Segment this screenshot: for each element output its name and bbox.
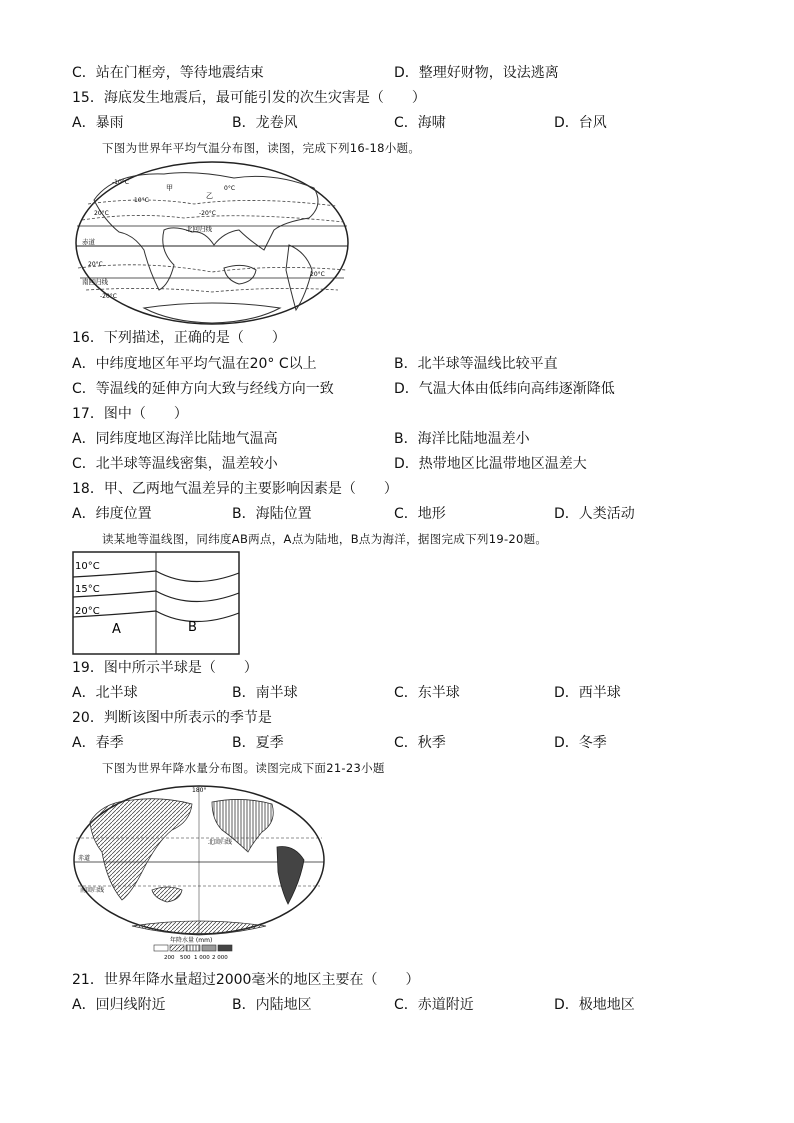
isotherm-label-8: -20°C (100, 293, 117, 300)
q19-option-b: B．南半球 (232, 685, 298, 701)
tropic-cancer-label: 北回归线 (186, 225, 212, 233)
q14-option-d: D．整理好财物，设法逃离 (394, 65, 559, 81)
q21-option-b: B．内陆地区 (232, 997, 312, 1013)
point-jia-label: 甲 (166, 184, 173, 192)
isotherm-10-label: 10°C (75, 561, 100, 572)
legend-swatch-4 (202, 945, 216, 951)
isotherm-label-2: 0°C (224, 185, 236, 192)
precip-tropic-cancer-label: 北回归线 (208, 839, 233, 846)
q15-stem: 15．海底发生地震后，最可能引发的次生灾害是（ ） (72, 90, 426, 106)
isotherm-diagram (72, 551, 240, 655)
precip-equator-label: 赤道 (78, 855, 91, 862)
q20-stem: 20．判断该图中所表示的季节是 (72, 710, 272, 726)
q18-option-b: B．海陆位置 (232, 506, 312, 522)
q20-option-a: A．春季 (72, 735, 124, 751)
q16-stem: 16．下列描述，正确的是（ ） (72, 330, 286, 346)
legend-swatch-1 (154, 945, 168, 951)
q17-option-b: B．海洋比陆地温差小 (394, 431, 530, 447)
isotherm-label-1: -10°C (112, 179, 129, 186)
isotherm-label-6: 20°C (88, 261, 103, 268)
q17-option-d: D．热带地区比温带地区温差大 (394, 456, 587, 472)
intro-16-18: 下图为世界年平均气温分布图，读图，完成下列16-18小题。 (102, 141, 421, 155)
q16-option-a: A．中纬度地区年平均气温在20° C以上 (72, 356, 317, 372)
legend-swatch-5 (218, 945, 232, 951)
q19-option-a: A．北半球 (72, 685, 138, 701)
q14-option-c: C．站在门框旁，等待地震结束 (72, 65, 264, 81)
legend-title: 年降水量 (mm) (170, 937, 213, 944)
precip-tropic-capricorn-label: 南回归线 (80, 887, 105, 894)
q18-option-d: D．人类活动 (554, 506, 635, 522)
q17-stem: 17．图中（ ） (72, 406, 188, 422)
q15-option-a: A．暴雨 (72, 115, 124, 131)
q15-option-b: B．龙卷风 (232, 115, 298, 131)
isotherm-label-4: 20°C (94, 210, 109, 217)
q15-option-d: D．台风 (554, 115, 607, 131)
legend-value-500: 500 (180, 955, 191, 961)
isotherm-label-3: 10°C (134, 197, 149, 204)
q19-option-d: D．西半球 (554, 685, 621, 701)
q21-option-d: D．极地地区 (554, 997, 635, 1013)
intro-21-23: 下图为世界年降水量分布图。读图完成下面21-23小题 (102, 761, 385, 775)
meridian-180-label: 180° (192, 787, 207, 794)
q17-option-a: A．同纬度地区海洋比陆地气温高 (72, 431, 278, 447)
isotherm-20-label: 20°C (75, 606, 100, 617)
legend-swatch-3 (186, 945, 200, 951)
isotherm-15-label: 15°C (75, 584, 100, 595)
q21-option-a: A．回归线附近 (72, 997, 166, 1013)
q21-stem: 21．世界年降水量超过2000毫米的地区主要在（ ） (72, 972, 420, 988)
q19-stem: 19．图中所示半球是（ ） (72, 660, 258, 676)
q18-stem: 18．甲、乙两地气温差异的主要影响因素是（ ） (72, 481, 398, 497)
isotherm-label-5: -20°C (199, 210, 216, 217)
q16-option-d: D．气温大体由低纬向高纬逐渐降低 (394, 381, 615, 397)
world-temperature-map (74, 160, 350, 326)
tropic-capricorn-label: 南回归线 (82, 278, 108, 286)
q15-option-c: C．海啸 (394, 115, 446, 131)
legend-value-2000: 2 000 (212, 955, 228, 961)
isotherm-label-7: 20°C (310, 271, 325, 278)
world-precipitation-map (72, 782, 326, 962)
q19-option-c: C．东半球 (394, 685, 460, 701)
equator-label: 赤道 (82, 238, 95, 246)
legend-swatch-2 (170, 945, 184, 951)
q17-option-c: C．北半球等温线密集，温差较小 (72, 456, 278, 472)
legend-value-1000: 1 000 (194, 955, 210, 961)
q20-option-b: B．夏季 (232, 735, 284, 751)
point-yi-label: 乙 (206, 192, 213, 200)
legend-value-200: 200 (164, 955, 175, 961)
q20-option-d: D．冬季 (554, 735, 607, 751)
point-a-label: A (112, 622, 121, 637)
q16-option-c: C．等温线的延伸方向大致与经线方向一致 (72, 381, 334, 397)
q21-option-c: C．赤道附近 (394, 997, 474, 1013)
q16-option-b: B．北半球等温线比较平直 (394, 356, 558, 372)
q18-option-c: C．地形 (394, 506, 446, 522)
q18-option-a: A．纬度位置 (72, 506, 152, 522)
intro-19-20: 读某地等温线图，同纬度AB两点，A点为陆地，B点为海洋，据图完成下列19-20题。 (102, 532, 548, 546)
q20-option-c: C．秋季 (394, 735, 446, 751)
point-b-label: B (188, 620, 197, 635)
